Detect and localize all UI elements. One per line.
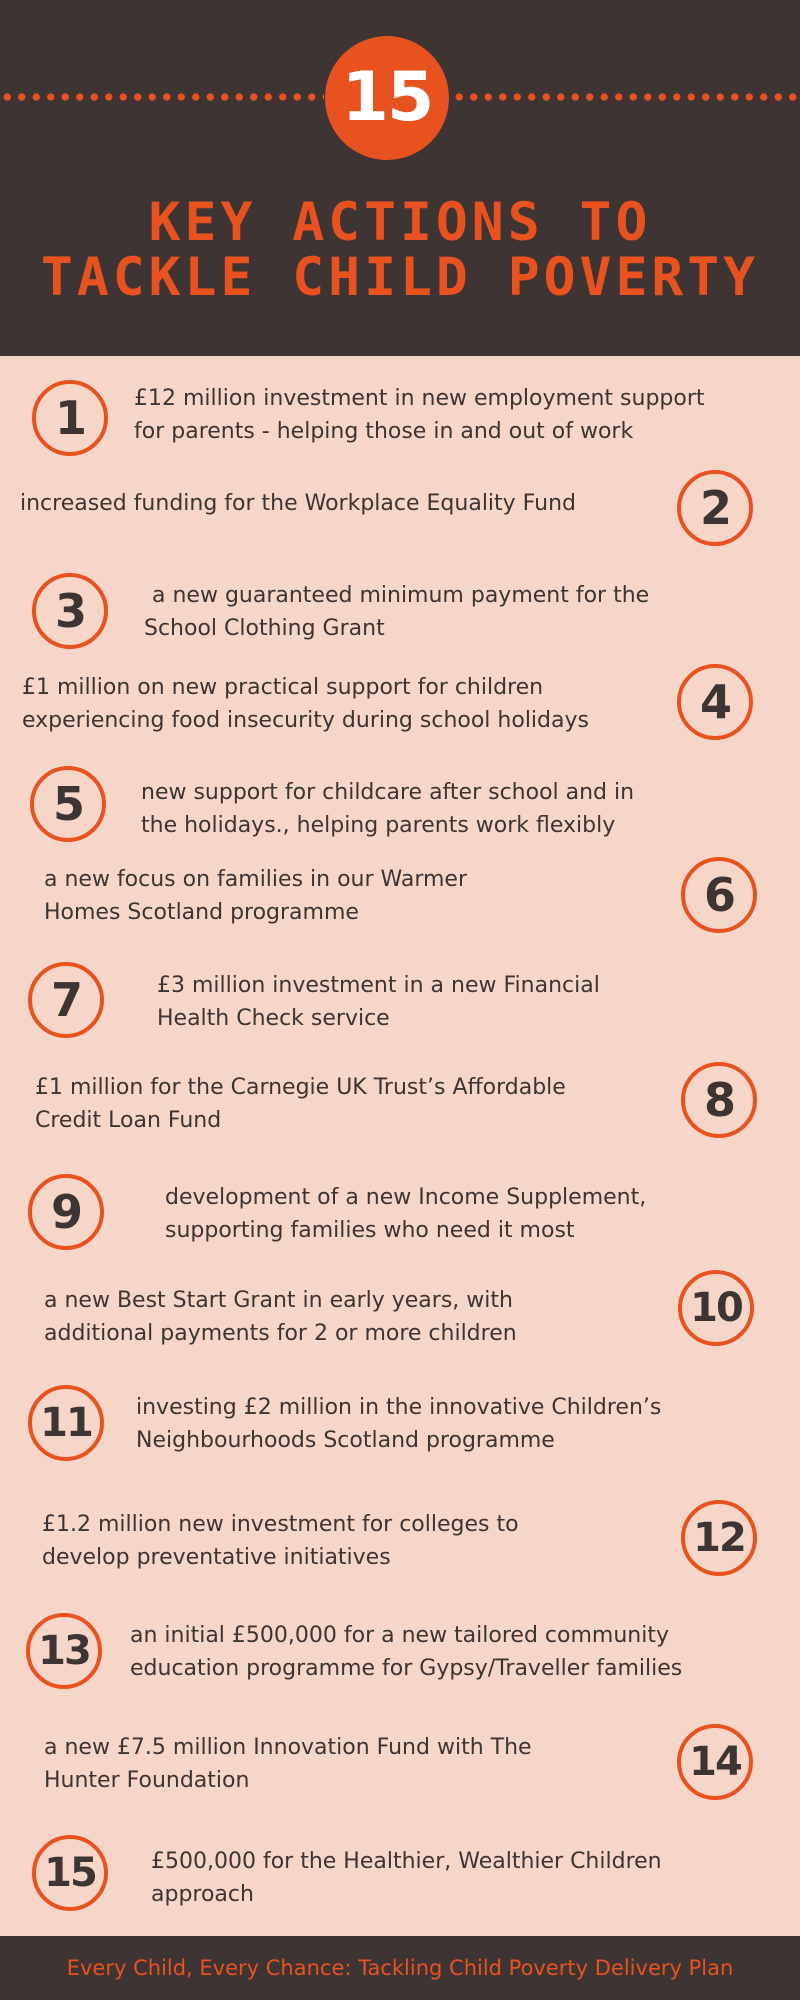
action-text-line1: a new Best Start Grant in early years, with [44, 1288, 513, 1313]
header-banner [0, 0, 800, 356]
action-text-line1: development of a new Income Supplement, [165, 1185, 647, 1210]
action-number-badge: 11 [28, 1385, 104, 1461]
action-text-line2: Hunter Foundation [44, 1768, 250, 1793]
action-text-line2: the holidays., helping parents work flexibly [141, 813, 616, 838]
action-text [44, 863, 467, 929]
action-text [144, 579, 649, 645]
action-text-line1: a new £7.5 million Innovation Fund with The [44, 1735, 532, 1760]
footer-banner [0, 1936, 800, 2000]
action-text-line1: new support for childcare after school and in [141, 780, 635, 805]
action-text [42, 1508, 519, 1574]
action-text-line2: supporting families who need it most [165, 1218, 575, 1243]
action-text-line2: experiencing food insecurity during school holidays [22, 708, 589, 733]
action-number-badge: 7 [28, 962, 104, 1038]
action-text-line1: a new guaranteed minimum payment for the [152, 583, 650, 608]
action-number-badge: 10 [678, 1270, 754, 1346]
dotted-line-right [452, 93, 800, 101]
action-text-line2: additional payments for 2 or more children [44, 1321, 517, 1346]
action-text [157, 969, 600, 1035]
action-text-line1: a new focus on families in our Warmer [44, 867, 468, 892]
action-text-line2: Health Check service [157, 1006, 390, 1031]
action-text-line1: increased funding for the Workplace Equality Fund [20, 491, 576, 516]
action-text-line1: investing £2 million in the innovative Children’s [136, 1395, 662, 1420]
action-text [22, 671, 589, 737]
action-text-line1: £1 million on new practical support for children [22, 675, 544, 700]
action-text [134, 382, 705, 448]
action-text-line1: £1.2 million new investment for colleges to [42, 1512, 519, 1537]
action-text-line2: approach [151, 1882, 254, 1907]
action-text-line2: School Clothing Grant [144, 616, 385, 641]
action-number-badge: 5 [30, 766, 106, 842]
action-text [151, 1845, 662, 1911]
action-text [35, 1071, 566, 1137]
action-number-badge: 3 [32, 573, 108, 649]
action-number-badge: 4 [677, 664, 753, 740]
action-text-line1: £500,000 for the Healthier, Wealthier Children [151, 1849, 662, 1874]
action-text-line1: £12 million investment in new employment support [134, 386, 705, 411]
action-text [136, 1391, 661, 1457]
footer-text: Every Child, Every Chance: Tackling Child Poverty Delivery Plan [66, 1956, 734, 1980]
action-number-badge: 15 [32, 1835, 108, 1911]
action-text [20, 487, 576, 520]
action-text-line2: Credit Loan Fund [35, 1108, 222, 1133]
action-text-line2: education programme for Gypsy/Traveller families [130, 1656, 683, 1681]
action-text [141, 776, 634, 842]
header-number-badge: 15 [325, 36, 449, 160]
action-number-badge: 9 [28, 1174, 104, 1250]
page-title-line2: TACKLE CHILD POVERTY [40, 247, 760, 308]
action-text-line2: Homes Scotland programme [44, 900, 359, 925]
action-text-line1: £1 million for the Carnegie UK Trust’s Affordable [35, 1075, 566, 1100]
action-text [130, 1619, 682, 1685]
action-number-badge: 6 [681, 857, 757, 933]
action-text-line1: £3 million investment in a new Financial [157, 973, 600, 998]
dotted-line-left [0, 93, 324, 101]
action-text-line2: develop preventative initiatives [42, 1545, 391, 1570]
action-text [44, 1731, 532, 1797]
action-number-badge: 13 [26, 1613, 102, 1689]
action-text [44, 1284, 517, 1350]
action-number-badge: 12 [681, 1500, 757, 1576]
action-text-line2: Neighbourhoods Scotland programme [136, 1428, 555, 1453]
action-text-line2: for parents - helping those in and out of work [134, 419, 634, 444]
action-number-badge: 8 [681, 1062, 757, 1138]
page-title-line1: KEY ACTIONS TO [148, 192, 652, 253]
action-text-line1: an initial £500,000 for a new tailored community [130, 1623, 669, 1648]
action-text [165, 1181, 646, 1247]
action-number-badge: 2 [677, 470, 753, 546]
action-number-badge: 1 [32, 380, 108, 456]
action-number-badge: 14 [677, 1724, 753, 1800]
